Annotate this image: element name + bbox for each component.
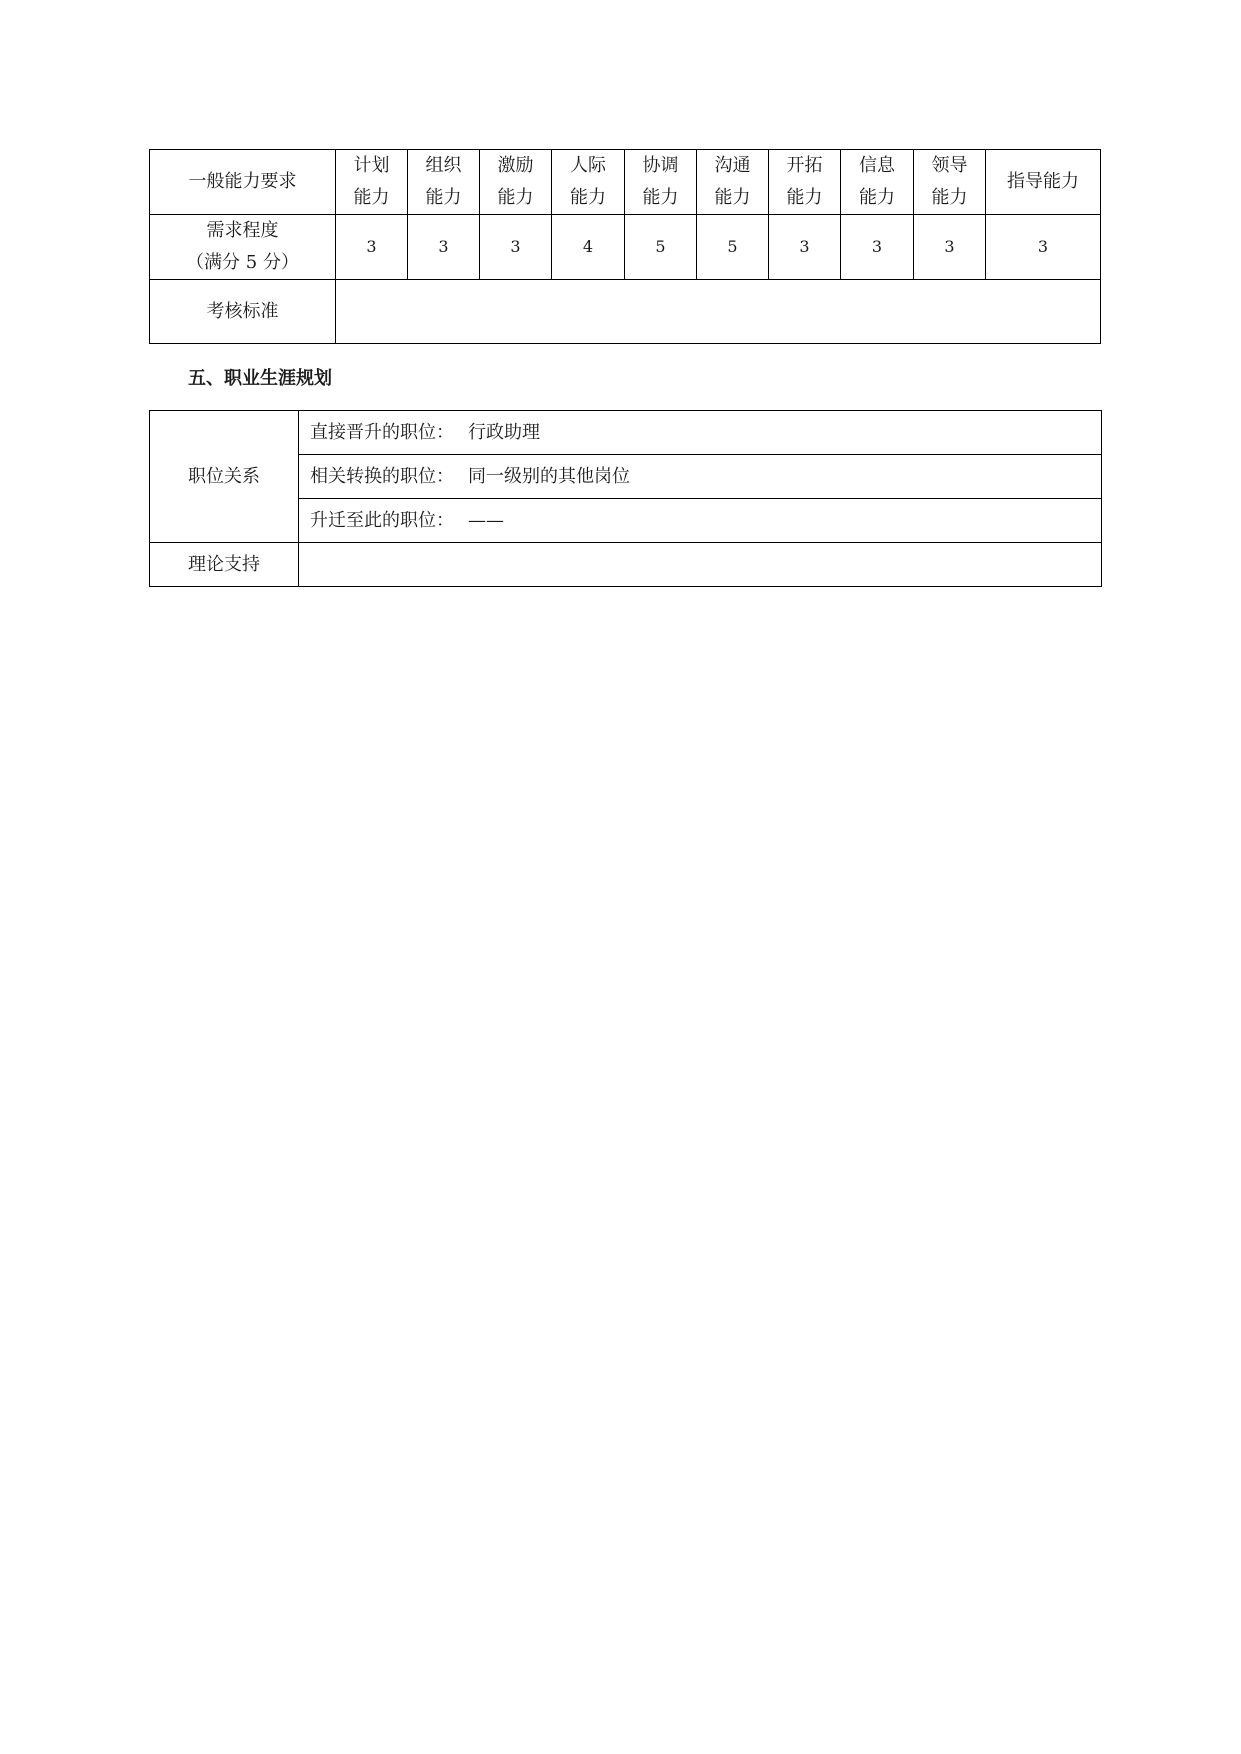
- ability-organizing: 组织 能力: [408, 150, 480, 215]
- score-cell: 5: [697, 215, 769, 280]
- score-cell: 3: [769, 215, 841, 280]
- ability-interpersonal: 人际 能力: [552, 150, 625, 215]
- ability-header-row: [150, 150, 1101, 215]
- score-cell: 3: [914, 215, 986, 280]
- score-cell: 3: [408, 215, 480, 280]
- score-cell: 3: [986, 215, 1101, 280]
- ability-planning: 计划 能力: [336, 150, 408, 215]
- theory-row: [150, 543, 1102, 587]
- direct-promotion-label: 直接晋升的职位：: [310, 421, 454, 443]
- ability-requirements-table: [149, 149, 1101, 344]
- related-transfer-label: 相关转换的职位：: [310, 465, 454, 487]
- ability-coordinating: 协调 能力: [625, 150, 697, 215]
- related-transfer-cell: [299, 455, 1102, 499]
- promoted-from-cell: [299, 499, 1102, 543]
- position-relation-label: 职位关系: [150, 411, 299, 543]
- promoted-from-label: 升迁至此的职位：: [310, 509, 454, 531]
- ability-guidance: 指导能力: [986, 150, 1101, 215]
- ability-motivating: 激励 能力: [480, 150, 552, 215]
- direct-promotion-value: 行政助理: [468, 421, 540, 443]
- ability-information: 信息 能力: [841, 150, 914, 215]
- ability-communicating: 沟通 能力: [697, 150, 769, 215]
- score-cell: 4: [552, 215, 625, 280]
- career-planning-table: [149, 410, 1102, 587]
- promoted-from-value: ——: [468, 509, 504, 531]
- row-header-assessment-criteria: 考核标准: [150, 280, 336, 344]
- assessment-row: [150, 280, 1101, 344]
- ability-leadership: 领导 能力: [914, 150, 986, 215]
- theory-support-value: [299, 543, 1102, 587]
- row-header-demand-level: 需求程度 （满分 5 分）: [150, 215, 336, 280]
- assessment-criteria-value: [336, 280, 1101, 344]
- score-cell: 3: [336, 215, 408, 280]
- row-header-general-ability: 一般能力要求: [150, 150, 336, 215]
- section-title: 五、职业生涯规划: [188, 368, 332, 389]
- related-transfer-value: 同一级别的其他岗位: [468, 465, 630, 487]
- score-cell: 3: [841, 215, 914, 280]
- score-cell: 3: [480, 215, 552, 280]
- ability-pioneering: 开拓 能力: [769, 150, 841, 215]
- demand-level-row: [150, 215, 1101, 280]
- direct-promotion-cell: [299, 411, 1102, 455]
- career-row: [150, 411, 1102, 455]
- score-cell: 5: [625, 215, 697, 280]
- theory-support-label: 理论支持: [150, 543, 299, 587]
